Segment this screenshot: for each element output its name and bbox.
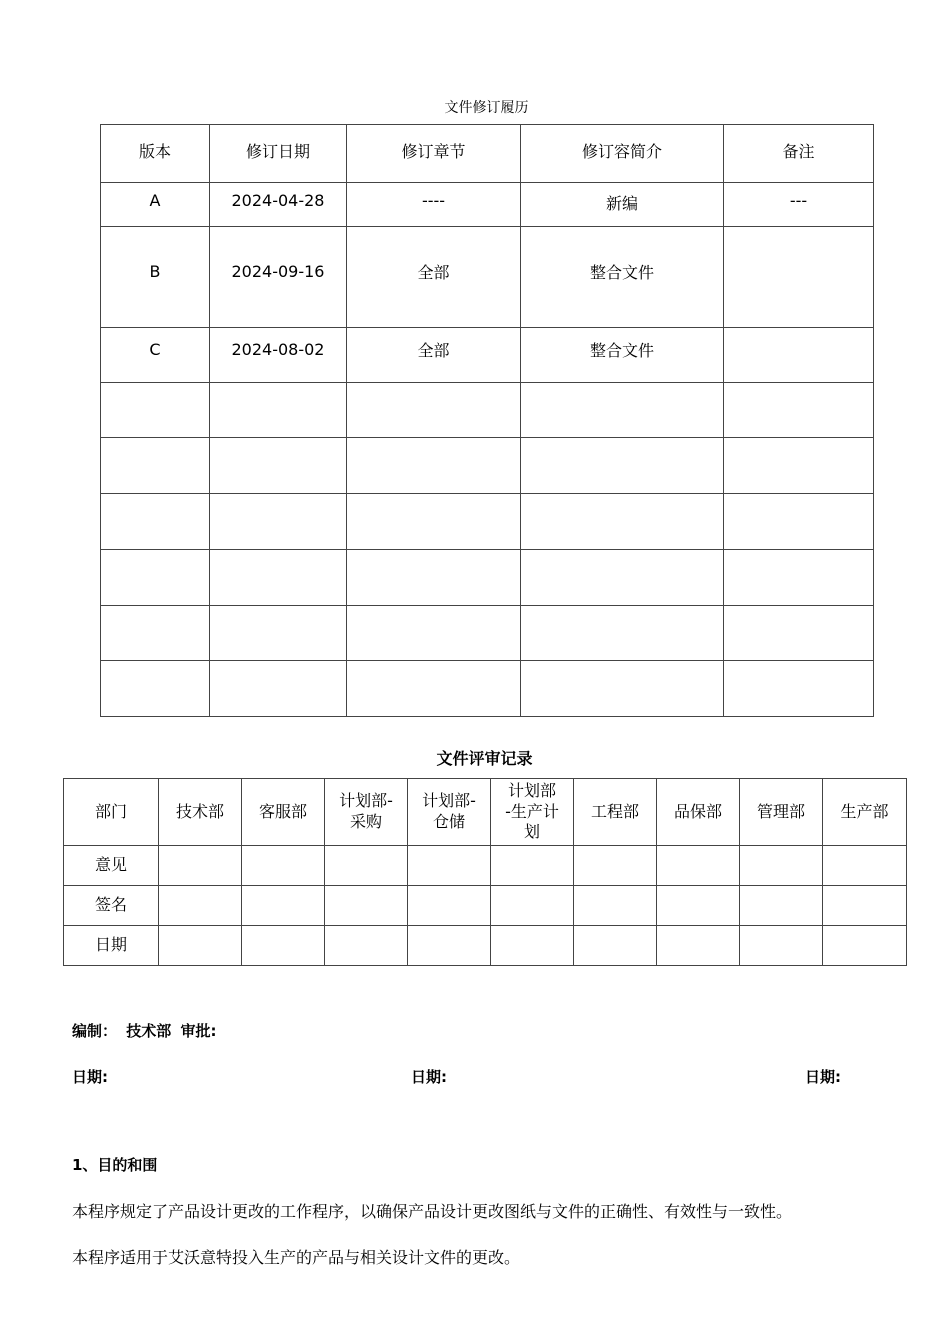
revision-cell: [210, 550, 347, 606]
revision-cell: [347, 494, 521, 550]
revision-cell: [101, 494, 210, 550]
revision-cell: [101, 438, 210, 494]
review-cell: [657, 846, 740, 886]
revision-cell: [101, 383, 210, 438]
review-header-cell: 计划部 -生产计 划: [491, 779, 574, 846]
revision-cell: [347, 438, 521, 494]
revision-cell: B: [101, 227, 210, 328]
review-cell: [159, 846, 242, 886]
review-cell: [657, 926, 740, 966]
review-cell: [574, 846, 657, 886]
revision-cell: [210, 494, 347, 550]
revision-row: [101, 183, 874, 227]
date-label-3: 日期:: [805, 1068, 841, 1086]
review-header-row: [64, 779, 907, 846]
revision-cell: [347, 550, 521, 606]
section1-heading: 1、目的和围: [72, 1156, 158, 1174]
compile-label: 编制：: [72, 1022, 118, 1040]
revision-cell: [521, 661, 724, 717]
revision-history-title: 文件修订履历: [444, 100, 529, 116]
review-header-cell: 生产部: [823, 779, 907, 846]
review-cell: [159, 886, 242, 926]
revision-cell: 整合文件: [521, 328, 724, 383]
compile-line: [72, 1020, 217, 1041]
review-header-cell: 管理部: [740, 779, 823, 846]
review-cell: [325, 886, 408, 926]
revision-header-cell: 修订章节: [347, 125, 521, 183]
review-record-table: [63, 778, 907, 966]
review-cell: [491, 886, 574, 926]
revision-cell: C: [101, 328, 210, 383]
revision-cell: [521, 606, 724, 661]
section1-paragraph-1: 本程序规定了产品设计更改的工作程序，以确保产品设计更改图纸与文件的正确性、有效性与一致性。: [72, 1202, 793, 1221]
review-row: [64, 846, 907, 886]
revision-cell: 2024-04-28: [210, 183, 347, 227]
review-cell: [491, 926, 574, 966]
review-row: [64, 926, 907, 966]
review-header-cell: 部门: [64, 779, 159, 846]
revision-cell: [101, 550, 210, 606]
revision-row: [101, 661, 874, 717]
review-header-cell: 计划部- 采购: [325, 779, 408, 846]
revision-cell: [210, 438, 347, 494]
revision-cell: [724, 227, 874, 328]
revision-history-table: [100, 124, 874, 717]
revision-row: [101, 438, 874, 494]
revision-cell: [210, 661, 347, 717]
date-label-1: 日期:: [72, 1068, 108, 1086]
revision-cell: [724, 606, 874, 661]
review-cell: [242, 926, 325, 966]
revision-cell: [347, 661, 521, 717]
revision-header-cell: 版本: [101, 125, 210, 183]
revision-cell: [210, 383, 347, 438]
revision-header-cell: 修订日期: [210, 125, 347, 183]
review-row-label: 意见: [64, 846, 159, 886]
review-cell: [740, 846, 823, 886]
review-cell: [242, 886, 325, 926]
revision-cell: [101, 661, 210, 717]
review-header-cell: 工程部: [574, 779, 657, 846]
revision-row: [101, 494, 874, 550]
review-cell: [491, 846, 574, 886]
revision-cell: [724, 494, 874, 550]
revision-cell: 全部: [347, 227, 521, 328]
review-record-title: 文件评审记录: [436, 749, 533, 768]
revision-cell: [521, 438, 724, 494]
revision-row: [101, 383, 874, 438]
review-header-cell: 技术部: [159, 779, 242, 846]
review-cell: [408, 886, 491, 926]
revision-cell: [724, 550, 874, 606]
approve-label: 审批:: [180, 1022, 217, 1040]
revision-row: [101, 550, 874, 606]
revision-row: [101, 328, 874, 383]
review-cell: [823, 846, 907, 886]
review-cell: [242, 846, 325, 886]
review-cell: [657, 886, 740, 926]
review-cell: [823, 886, 907, 926]
revision-cell: [724, 328, 874, 383]
revision-cell: 整合文件: [521, 227, 724, 328]
revision-cell: 2024-09-16: [210, 227, 347, 328]
revision-header-cell: 备注: [724, 125, 874, 183]
revision-cell: [101, 606, 210, 661]
review-row: [64, 886, 907, 926]
revision-cell: [724, 438, 874, 494]
revision-cell: [210, 606, 347, 661]
revision-cell: ---: [724, 183, 874, 227]
revision-cell: 2024-08-02: [210, 328, 347, 383]
review-cell: [325, 926, 408, 966]
review-row-label: 签名: [64, 886, 159, 926]
review-header-cell: 客服部: [242, 779, 325, 846]
review-cell: [574, 886, 657, 926]
review-row-label: 日期: [64, 926, 159, 966]
review-cell: [408, 926, 491, 966]
review-cell: [740, 926, 823, 966]
review-cell: [159, 926, 242, 966]
revision-cell: [521, 383, 724, 438]
revision-cell: [521, 550, 724, 606]
review-cell: [740, 886, 823, 926]
compile-value: 技术部: [126, 1022, 172, 1040]
revision-cell: [347, 383, 521, 438]
revision-header-row: [101, 125, 874, 183]
revision-cell: [521, 494, 724, 550]
section1-paragraph-2: 本程序适用于艾沃意特投入生产的产品与相关设计文件的更改。: [72, 1248, 521, 1267]
revision-row: [101, 227, 874, 328]
revision-cell: 新编: [521, 183, 724, 227]
review-header-cell: 品保部: [657, 779, 740, 846]
review-cell: [325, 846, 408, 886]
revision-cell: 全部: [347, 328, 521, 383]
date-label-2: 日期:: [411, 1068, 447, 1086]
revision-cell: [724, 383, 874, 438]
review-cell: [574, 926, 657, 966]
revision-cell: [724, 661, 874, 717]
review-header-cell: 计划部- 仓储: [408, 779, 491, 846]
revision-header-cell: 修订容简介: [521, 125, 724, 183]
review-cell: [823, 926, 907, 966]
review-cell: [408, 846, 491, 886]
revision-cell: A: [101, 183, 210, 227]
revision-cell: ----: [347, 183, 521, 227]
revision-cell: [347, 606, 521, 661]
revision-row: [101, 606, 874, 661]
